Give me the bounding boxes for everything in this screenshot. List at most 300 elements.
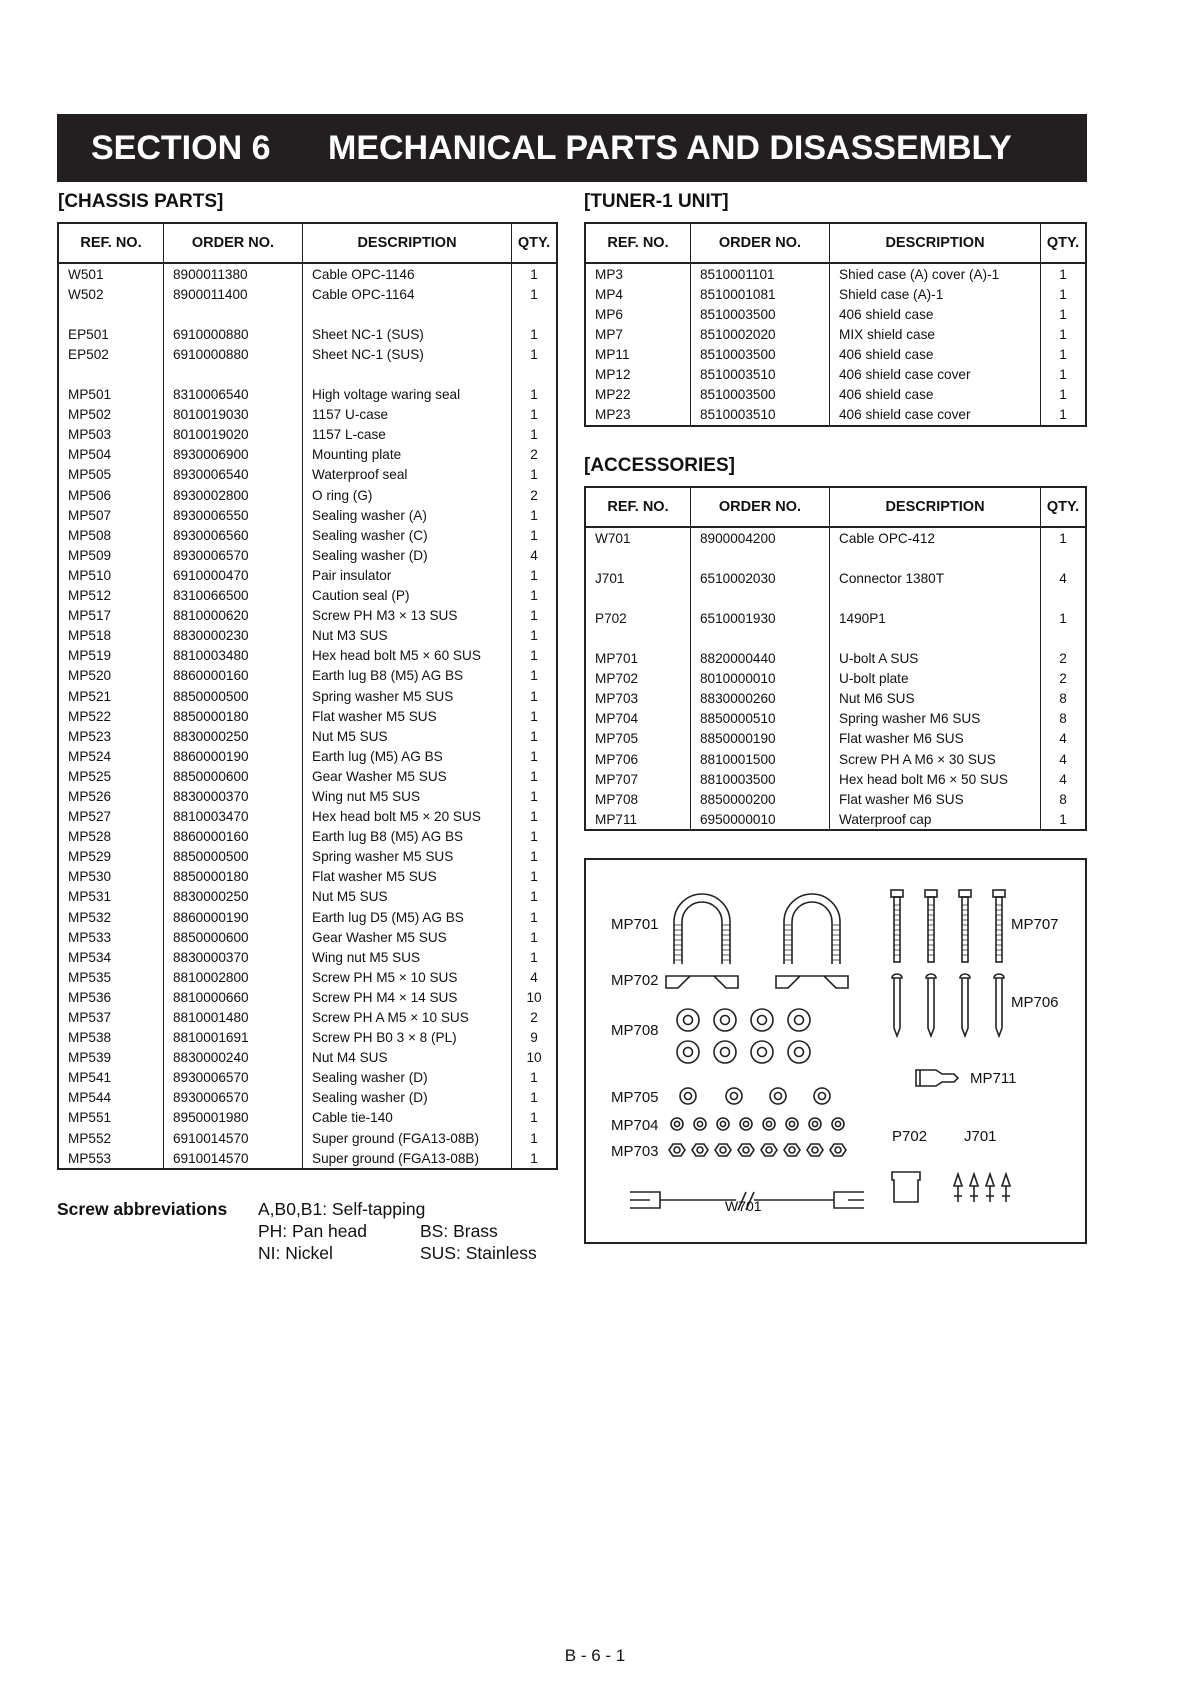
cell-ref: J701: [585, 568, 691, 588]
table-row: [585, 749, 1086, 769]
table-row: [585, 284, 1086, 304]
table-row: [58, 847, 557, 867]
cell-order: 8010000010: [691, 669, 830, 689]
cell-order: 8860000190: [164, 746, 303, 766]
label-j701: J701: [964, 1128, 997, 1145]
cell-qty: 1: [1041, 405, 1087, 426]
cell-ref: MP553: [58, 1148, 164, 1169]
cell-order: 8820000440: [691, 649, 830, 669]
empty-cell: [164, 304, 303, 324]
cell-order: 8830000250: [164, 887, 303, 907]
cell-ref: W701: [585, 527, 691, 548]
cell-order: 8510003500: [691, 385, 830, 405]
cell-desc: Nut M5 SUS: [303, 726, 512, 746]
column-header-ref: REF. NO.: [58, 223, 164, 263]
cell-qty: 8: [1041, 689, 1087, 709]
column-header-qty: QTY.: [1041, 223, 1087, 263]
cell-ref: MP532: [58, 907, 164, 927]
cell-ref: MP538: [58, 1028, 164, 1048]
table-row: [58, 746, 557, 766]
cell-qty: 4: [1041, 729, 1087, 749]
cell-order: 8810002800: [164, 967, 303, 987]
cell-desc: Sealing washer (D): [303, 545, 512, 565]
cell-qty: 1: [1041, 263, 1087, 284]
cell-desc: Hex head bolt M5 × 20 SUS: [303, 807, 512, 827]
cell-desc: Gear Washer M5 SUS: [303, 766, 512, 786]
cell-ref: MP533: [58, 927, 164, 947]
label-mp707: MP707: [1011, 916, 1059, 933]
cell-order: 6910014570: [164, 1128, 303, 1148]
cell-qty: 8: [1041, 789, 1087, 809]
cell-ref: MP535: [58, 967, 164, 987]
label-mp711: MP711: [970, 1070, 1017, 1087]
cell-ref: MP702: [585, 669, 691, 689]
table-row: [58, 565, 557, 585]
cell-qty: 1: [512, 465, 558, 485]
cell-ref: MP509: [58, 545, 164, 565]
table-row: [58, 586, 557, 606]
table-row: [58, 263, 557, 284]
cell-order: 8860000190: [164, 907, 303, 927]
cell-order: 8810001691: [164, 1028, 303, 1048]
cell-qty: 1: [512, 324, 558, 344]
table-row: [58, 1128, 557, 1148]
cell-ref: MP704: [585, 709, 691, 729]
table-row: [58, 1048, 557, 1068]
cell-ref: MP527: [58, 807, 164, 827]
cell-qty: 4: [512, 545, 558, 565]
table-row: [58, 284, 557, 304]
u-bolt-icon: [674, 894, 730, 964]
table-row: [58, 626, 557, 646]
cell-desc: 1490P1: [830, 608, 1041, 628]
cell-desc: Connector 1380T: [830, 568, 1041, 588]
label-w701: W701: [725, 1198, 762, 1214]
cell-desc: Caution seal (P): [303, 586, 512, 606]
connector-plug-icon: [892, 1172, 920, 1202]
cell-ref: MP537: [58, 1007, 164, 1027]
cell-order: 8830000230: [164, 626, 303, 646]
cell-qty: 1: [512, 786, 558, 806]
cell-desc: Sealing washer (A): [303, 505, 512, 525]
table-row: [58, 1148, 557, 1169]
cell-ref: MP703: [585, 689, 691, 709]
hex-nut-icon: [669, 1144, 846, 1156]
cell-order: 8510003500: [691, 304, 830, 324]
cell-qty: 1: [1041, 284, 1087, 304]
cell-order: 8850000500: [164, 847, 303, 867]
cell-ref: MP530: [58, 867, 164, 887]
table-row: [58, 545, 557, 565]
table-row: [58, 646, 557, 666]
table-row: [585, 709, 1086, 729]
cell-ref: EP501: [58, 324, 164, 344]
empty-cell: [585, 588, 691, 608]
label-mp708: MP708: [611, 1022, 659, 1039]
cell-qty: 1: [512, 1128, 558, 1148]
section-banner: [57, 114, 1087, 182]
cell-qty: 1: [512, 706, 558, 726]
table-row: [58, 445, 557, 465]
table-row: [58, 786, 557, 806]
table-row: [58, 987, 557, 1007]
cell-order: 8850000180: [164, 867, 303, 887]
cell-ref: MP519: [58, 646, 164, 666]
cell-qty: 1: [1041, 809, 1087, 830]
empty-cell: [512, 304, 558, 324]
accessories-heading: [ACCESSORIES]: [584, 455, 735, 476]
table-row: [58, 606, 557, 626]
cell-qty: 1: [512, 284, 558, 304]
cell-order: 8930006900: [164, 445, 303, 465]
abbr-self-tapping: A,B0,B1: Self-tapping: [258, 1199, 426, 1219]
cell-desc: 406 shield case cover: [830, 364, 1041, 384]
cell-desc: Nut M3 SUS: [303, 626, 512, 646]
spacer-row: [58, 304, 557, 324]
cell-ref: MP11: [585, 344, 691, 364]
cell-desc: 406 shield case: [830, 344, 1041, 364]
cell-qty: 8: [1041, 709, 1087, 729]
label-mp702: MP702: [611, 972, 659, 989]
cell-qty: 1: [1041, 364, 1087, 384]
u-bolt-plate-icon: [776, 976, 848, 988]
cell-desc: Nut M6 SUS: [830, 689, 1041, 709]
cell-ref: EP502: [58, 344, 164, 364]
empty-cell: [303, 364, 512, 384]
cell-ref: MP512: [58, 586, 164, 606]
cell-qty: 1: [512, 1108, 558, 1128]
section-number: SECTION 6: [91, 128, 271, 167]
cell-order: 6910000880: [164, 344, 303, 364]
cell-desc: Flat washer M6 SUS: [830, 729, 1041, 749]
cell-ref: MP22: [585, 385, 691, 405]
table-row: [58, 706, 557, 726]
accessories-diagram: [584, 858, 1087, 1244]
column-header-order: ORDER NO.: [164, 223, 303, 263]
cell-order: 8930006560: [164, 525, 303, 545]
cell-order: 8900011380: [164, 263, 303, 284]
cell-ref: MP707: [585, 769, 691, 789]
table-row: [58, 1108, 557, 1128]
cell-ref: MP534: [58, 947, 164, 967]
column-header-order: ORDER NO.: [691, 487, 830, 527]
table-row: [585, 608, 1086, 628]
accessories-table: [584, 486, 1087, 831]
cell-order: 8010019020: [164, 425, 303, 445]
table-row: [58, 525, 557, 545]
cell-desc: Cable OPC-1164: [303, 284, 512, 304]
label-mp703: MP703: [611, 1143, 659, 1160]
table-header-row: [585, 487, 1086, 527]
spacer-row: [585, 588, 1086, 608]
cell-ref: MP518: [58, 626, 164, 646]
cell-qty: 1: [512, 746, 558, 766]
waterproof-cap-icon: [916, 1070, 958, 1086]
cell-desc: Sealing washer (D): [303, 1068, 512, 1088]
empty-cell: [58, 304, 164, 324]
cell-desc: Wing nut M5 SUS: [303, 947, 512, 967]
column-header-qty: QTY.: [1041, 487, 1087, 527]
table-row: [58, 1007, 557, 1027]
table-row: [585, 263, 1086, 284]
cell-ref: MP539: [58, 1048, 164, 1068]
cell-ref: MP706: [585, 749, 691, 769]
table-row: [58, 927, 557, 947]
table-row: [58, 1028, 557, 1048]
cell-ref: MP517: [58, 606, 164, 626]
spacer-row: [585, 628, 1086, 648]
cell-order: 8810003470: [164, 807, 303, 827]
table-row: [585, 669, 1086, 689]
cell-order: 8510003500: [691, 344, 830, 364]
cell-qty: 1: [512, 586, 558, 606]
cell-ref: MP551: [58, 1108, 164, 1128]
cell-desc: 406 shield case: [830, 304, 1041, 324]
cell-ref: MP506: [58, 485, 164, 505]
cell-ref: MP507: [58, 505, 164, 525]
cell-order: 8810003480: [164, 646, 303, 666]
cell-qty: 1: [512, 425, 558, 445]
cell-ref: MP23: [585, 405, 691, 426]
spacer-row: [585, 548, 1086, 568]
empty-cell: [164, 364, 303, 384]
cell-order: 8310006540: [164, 385, 303, 405]
cell-ref: MP552: [58, 1128, 164, 1148]
cell-ref: P702: [585, 608, 691, 628]
empty-cell: [1041, 548, 1087, 568]
cell-desc: Spring washer M6 SUS: [830, 709, 1041, 729]
label-mp704: MP704: [611, 1117, 659, 1134]
cell-desc: Mounting plate: [303, 445, 512, 465]
table-header-row: [585, 223, 1086, 263]
cell-order: 6510002030: [691, 568, 830, 588]
table-row: [58, 867, 557, 887]
label-p702: P702: [892, 1128, 928, 1145]
table-row: [585, 385, 1086, 405]
cell-qty: 9: [512, 1028, 558, 1048]
cell-ref: MP705: [585, 729, 691, 749]
tuner-unit-heading: [TUNER-1 UNIT]: [584, 191, 729, 212]
cell-order: 8510001081: [691, 284, 830, 304]
cell-ref: MP504: [58, 445, 164, 465]
table-row: [585, 568, 1086, 588]
cell-desc: U-bolt plate: [830, 669, 1041, 689]
flat-washer-small-icon: [680, 1088, 830, 1104]
table-row: [585, 304, 1086, 324]
cell-desc: Screw PH B0 3 × 8 (PL): [303, 1028, 512, 1048]
cell-desc: Shied case (A) cover (A)-1: [830, 263, 1041, 284]
table-row: [58, 907, 557, 927]
table-row: [58, 485, 557, 505]
cell-desc: Screw PH A M6 × 30 SUS: [830, 749, 1041, 769]
spring-washer-icon: [671, 1118, 844, 1130]
spacer-row: [58, 364, 557, 384]
cell-qty: 1: [1041, 344, 1087, 364]
empty-cell: [1041, 588, 1087, 608]
table-row: [585, 789, 1086, 809]
cell-desc: Sealing washer (C): [303, 525, 512, 545]
empty-cell: [691, 628, 830, 648]
cell-order: 6910000880: [164, 324, 303, 344]
cell-desc: Earth lug B8 (M5) AG BS: [303, 827, 512, 847]
cell-qty: 1: [512, 947, 558, 967]
cell-order: 8810001500: [691, 749, 830, 769]
cell-ref: MP541: [58, 1068, 164, 1088]
cell-qty: 1: [1041, 385, 1087, 405]
tuner-unit-table: [584, 222, 1087, 427]
cell-ref: MP12: [585, 364, 691, 384]
empty-cell: [830, 588, 1041, 608]
cell-qty: 1: [1041, 324, 1087, 344]
cell-desc: Cable OPC-412: [830, 527, 1041, 548]
cell-desc: Wing nut M5 SUS: [303, 786, 512, 806]
empty-cell: [585, 628, 691, 648]
abbreviations-label: Screw abbreviations: [57, 1199, 228, 1219]
cell-qty: 1: [512, 1088, 558, 1108]
cell-order: 8850000600: [164, 927, 303, 947]
chassis-parts-heading: [CHASSIS PARTS]: [58, 191, 224, 212]
cell-order: 8850000180: [164, 706, 303, 726]
cell-order: 8930002800: [164, 485, 303, 505]
cell-order: 8850000200: [691, 789, 830, 809]
u-bolt-plate-icon: [666, 976, 738, 988]
cell-qty: 1: [512, 766, 558, 786]
flat-washer-icon: [677, 1009, 810, 1063]
table-row: [585, 649, 1086, 669]
cell-desc: Super ground (FGA13-08B): [303, 1148, 512, 1169]
cell-desc: U-bolt A SUS: [830, 649, 1041, 669]
cell-qty: 1: [512, 726, 558, 746]
cell-qty: 1: [1041, 304, 1087, 324]
cell-qty: 4: [512, 967, 558, 987]
cell-ref: MP524: [58, 746, 164, 766]
empty-cell: [830, 628, 1041, 648]
cell-qty: 4: [1041, 568, 1087, 588]
cell-desc: 1157 L-case: [303, 425, 512, 445]
cell-ref: MP531: [58, 887, 164, 907]
cell-desc: Flat washer M6 SUS: [830, 789, 1041, 809]
column-header-order: ORDER NO.: [691, 223, 830, 263]
cell-order: 6910014570: [164, 1148, 303, 1169]
cell-desc: Waterproof seal: [303, 465, 512, 485]
u-bolt-icon: [784, 894, 840, 964]
cell-ref: MP525: [58, 766, 164, 786]
page-number: B - 6 - 1: [564, 1646, 626, 1665]
cell-order: 6950000010: [691, 809, 830, 830]
cell-desc: Hex head bolt M5 × 60 SUS: [303, 646, 512, 666]
table-row: [58, 686, 557, 706]
cell-order: 8930006570: [164, 1068, 303, 1088]
table-row: [58, 807, 557, 827]
cell-ref: MP701: [585, 649, 691, 669]
column-header-ref: REF. NO.: [585, 487, 691, 527]
table-row: [58, 385, 557, 405]
cell-order: 8860000160: [164, 827, 303, 847]
column-header-qty: QTY.: [512, 223, 558, 263]
screw-icon: [892, 974, 1004, 1036]
cell-desc: 406 shield case: [830, 385, 1041, 405]
cell-order: 8830000260: [691, 689, 830, 709]
cell-order: 8950001980: [164, 1108, 303, 1128]
cell-qty: 1: [512, 666, 558, 686]
cell-order: 8850000500: [164, 686, 303, 706]
cell-desc: Earth lug B8 (M5) AG BS: [303, 666, 512, 686]
cell-qty: 10: [512, 987, 558, 1007]
cell-ref: MP505: [58, 465, 164, 485]
table-row: [585, 527, 1086, 548]
chassis-parts-table: [57, 222, 558, 1170]
cell-ref: MP528: [58, 827, 164, 847]
cell-order: 8850000600: [164, 766, 303, 786]
connector-pin-icon: [954, 1174, 1010, 1202]
table-row: [58, 1068, 557, 1088]
cell-desc: Screw PH M5 × 10 SUS: [303, 967, 512, 987]
table-row: [585, 324, 1086, 344]
cell-desc: Sheet NC-1 (SUS): [303, 324, 512, 344]
cell-ref: MP522: [58, 706, 164, 726]
table-row: [58, 324, 557, 344]
cell-qty: 2: [512, 485, 558, 505]
cell-order: 8850000510: [691, 709, 830, 729]
cell-ref: MP536: [58, 987, 164, 1007]
cell-desc: Spring washer M5 SUS: [303, 847, 512, 867]
cell-qty: 1: [512, 525, 558, 545]
cell-qty: 1: [1041, 527, 1087, 548]
cell-desc: Screw PH M3 × 13 SUS: [303, 606, 512, 626]
label-mp701: MP701: [611, 916, 659, 933]
cell-desc: High voltage waring seal: [303, 385, 512, 405]
cell-ref: MP529: [58, 847, 164, 867]
cell-desc: Flat washer M5 SUS: [303, 706, 512, 726]
cell-desc: O ring (G): [303, 485, 512, 505]
empty-cell: [585, 548, 691, 568]
column-header-desc: DESCRIPTION: [303, 223, 512, 263]
cell-desc: Super ground (FGA13-08B): [303, 1128, 512, 1148]
cell-desc: Cable OPC-1146: [303, 263, 512, 284]
cell-order: 8900011400: [164, 284, 303, 304]
table-row: [58, 505, 557, 525]
cell-desc: Hex head bolt M6 × 50 SUS: [830, 769, 1041, 789]
cell-ref: MP526: [58, 786, 164, 806]
cell-desc: Spring washer M5 SUS: [303, 686, 512, 706]
column-header-desc: DESCRIPTION: [830, 223, 1041, 263]
cell-ref: MP7: [585, 324, 691, 344]
cell-qty: 1: [512, 847, 558, 867]
cell-qty: 2: [1041, 649, 1087, 669]
cell-order: 8830000250: [164, 726, 303, 746]
cell-order: 8310066500: [164, 586, 303, 606]
cell-order: 8860000160: [164, 666, 303, 686]
cell-ref: MP521: [58, 686, 164, 706]
cell-desc: Waterproof cap: [830, 809, 1041, 830]
cell-ref: MP711: [585, 809, 691, 830]
cell-ref: MP508: [58, 525, 164, 545]
section-title: MECHANICAL PARTS AND DISASSEMBLY: [328, 128, 1012, 167]
cell-ref: W502: [58, 284, 164, 304]
cell-ref: W501: [58, 263, 164, 284]
table-row: [585, 405, 1086, 426]
cell-desc: Earth lug (M5) AG BS: [303, 746, 512, 766]
cell-desc: MIX shield case: [830, 324, 1041, 344]
cell-ref: MP501: [58, 385, 164, 405]
cell-desc: Screw PH M4 × 14 SUS: [303, 987, 512, 1007]
table-row: [585, 769, 1086, 789]
cell-ref: MP3: [585, 263, 691, 284]
table-row: [58, 425, 557, 445]
cell-qty: 1: [512, 1068, 558, 1088]
cell-order: 8510003510: [691, 364, 830, 384]
cell-order: 8930006540: [164, 465, 303, 485]
